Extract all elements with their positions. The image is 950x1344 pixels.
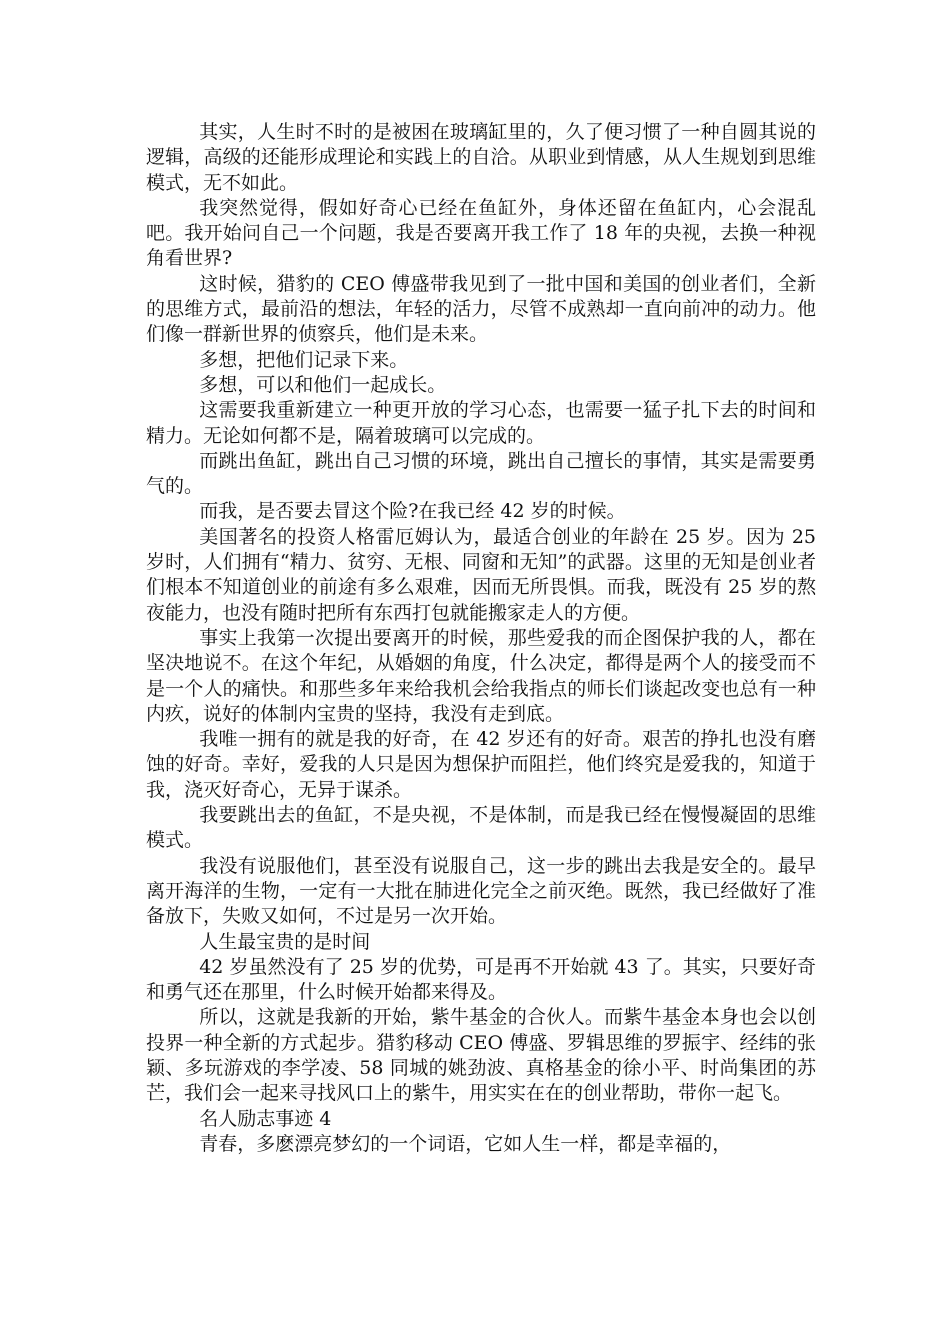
paragraph-1: 其实，人生时不时的是被困在玻璃缸里的，久了便习惯了一种自圆其说的逻辑，高级的还能形成理论和实践上的自洽。从职业到情感，从人生规划到思维模式，无不如此。	[146, 121, 816, 194]
paragraph-16: 所以，这就是我新的开始，紫牛基金的合伙人。而紫牛基金本身也会以创投界一种全新的方式起步。猎豹移动 CEO 傅盛、罗辑思维的罗振宇、经纬的张颖、多玩游戏的李学凌、58 同城的姚劲波、真格基金的徐小平、时尚集团的苏芒，我们会一起来寻找风口上的紫牛，用实实在在的创业帮助，带你一起飞。	[146, 1006, 816, 1105]
paragraph-7: 而跳出鱼缸，跳出自己习惯的环境，跳出自己擅长的事情，其实是需要勇气的。	[146, 449, 816, 498]
section-heading-time: 人生最宝贵的是时间	[199, 930, 371, 953]
paragraph-2: 我突然觉得，假如好奇心已经在鱼缸外，身体还留在鱼缸内，心会混乱吧。我开始问自己一个问题，我是否要离开我工作了 18 年的央视，去换一种视角看世界?	[146, 196, 816, 270]
paragraph-13: 我没有说服他们，甚至没有说服自己，这一步的跳出去我是安全的。最早离开海洋的生物，一定有一大批在肺进化完全之前灭绝。既然，我已经做好了准备放下，失败又如何，不过是另一次开始。	[146, 854, 816, 928]
paragraph-10: 事实上我第一次提出要离开的时候，那些爱我的而企图保护我的人，都在坚决地说不。在这个年纪，从婚姻的角度，什么决定，都得是两个人的接受而不是一个人的痛快。和那些多年来给我机会给我指点的师长们谈起改变也总有一种内疚，说好的体制内宝贵的坚持，我没有走到底。	[146, 626, 816, 725]
document-body	[146, 120, 816, 1157]
paragraph-8: 而我，是否要去冒这个险?在我已经 42 岁的时候。	[199, 500, 626, 523]
paragraph-11: 我唯一拥有的就是我的好奇，在 42 岁还有的好奇。艰苦的挣扎也没有磨蚀的好奇。幸好，爱我的人只是因为想保护而阻拦，他们终究是爱我的，知道于我，浇灭好奇心，无异于谋杀。	[146, 728, 816, 801]
section-heading-story-4: 名人励志事迹 4	[199, 1107, 332, 1130]
paragraph-15: 42 岁虽然没有了 25 岁的优势，可是再不开始就 43 了。其实，只要好奇和勇气还在那里，什么时候开始都来得及。	[146, 955, 816, 1004]
paragraph-12: 我要跳出去的鱼缸，不是央视，不是体制，而是我已经在慢慢凝固的思维模式。	[146, 804, 816, 852]
paragraph-6: 这需要我重新建立一种更开放的学习心态，也需要一猛子扎下去的时间和精力。无论如何都不是，隔着玻璃可以完成的。	[146, 399, 816, 447]
paragraph-4: 多想，把他们记录下来。	[199, 348, 409, 371]
paragraph-3: 这时候，猎豹的 CEO 傅盛带我见到了一批中国和美国的创业者们，全新的思维方式，最前沿的想法，年轻的活力，尽管不成熟却一直向前冲的动力。他们像一群新世界的侦察兵，他们是未来。	[146, 272, 816, 346]
paragraph-5: 多想，可以和他们一起成长。	[199, 373, 447, 396]
paragraph-9: 美国著名的投资人格雷厄姆认为，最适合创业的年龄在 25 岁。因为 25 岁时，人们拥有“精力、贫穷、无根、同窗和无知”的武器。这里的无知是创业者们根本不知道创业的前途有多么艰难，因而无所畏惧。而我，既没有 25 岁的熬夜能力，也没有随时把所有东西打包就能搬家走人的方便。	[146, 525, 816, 624]
paragraph-18: 青春，多麽漂亮梦幻的一个词语，它如人生一样，都是幸福的，	[199, 1132, 732, 1155]
